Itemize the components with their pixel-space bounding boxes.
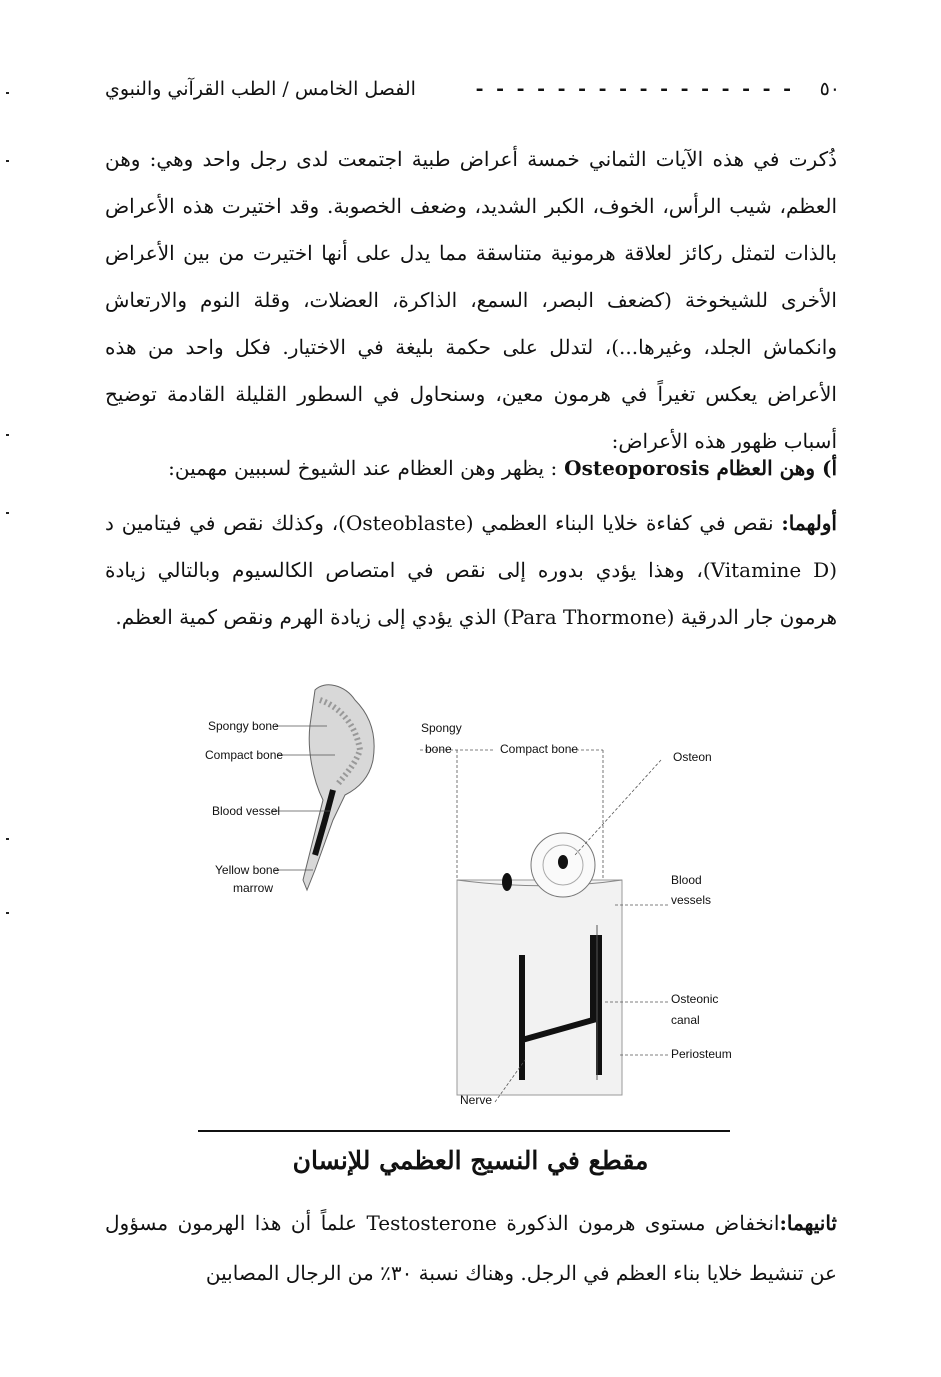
label-blood: Blood <box>671 873 702 887</box>
label-nerve: Nerve <box>460 1093 493 1107</box>
bone-diagram <box>195 680 740 1110</box>
margin-mark <box>6 912 9 914</box>
section-a-text: : يظهر وهن العظام عند الشيوخ لسببين مهمين: <box>168 456 558 480</box>
label-canal: canal <box>671 1013 700 1027</box>
second-reason-lead: ثانيهما: <box>779 1211 837 1235</box>
page-number: ٥٠ <box>819 78 840 100</box>
figure-caption: مقطع في النسيج العظمي للإنسان <box>292 1146 649 1175</box>
section-a-heading <box>105 448 837 488</box>
label-blood-vessel: Blood vessel <box>212 804 281 818</box>
label-spongy-bone: Spongy bone <box>208 719 279 733</box>
header-dashes: - - - - - - - - - - - - - - - - <box>475 78 794 100</box>
caption-rule <box>198 1130 730 1132</box>
margin-mark <box>6 160 9 162</box>
section-a-term: Osteoporosis <box>564 456 710 480</box>
paragraph-second-reason <box>105 1198 837 1298</box>
label-marrow: marrow <box>233 881 274 895</box>
label-vessels: vessels <box>671 893 712 907</box>
margin-mark <box>6 92 9 94</box>
label-compact-bone-right: Compact bone <box>500 742 579 756</box>
margin-mark <box>6 512 9 514</box>
label-compact-bone: Compact bone <box>205 748 284 762</box>
long-bone-illustration <box>303 685 374 890</box>
paragraph-first-reason <box>105 500 837 641</box>
second-reason-text: انخفاض مستوى هرمون الذكورة Testosterone علماً أن هذا الهرمون مسؤول عن تنشيط خلايا بناء العظم في الرجل. وهناك نسبة ٣٠٪ من الرجال المصابين <box>105 1211 837 1285</box>
label-osteon: Osteon <box>673 750 712 764</box>
page-header <box>105 78 840 114</box>
label-yellow-bone: Yellow bone <box>215 863 280 877</box>
margin-mark <box>6 838 9 840</box>
label-spongy: Spongy <box>421 721 462 735</box>
margin-mark <box>6 434 9 436</box>
chapter-title: الفصل الخامس / الطب القرآني والنبوي <box>105 78 416 100</box>
first-reason-lead: أولهما: <box>781 511 837 535</box>
section-a-label: أ) وهن العظام <box>716 456 837 480</box>
label-bone: bone <box>425 742 452 756</box>
label-osteonic: Osteonic <box>671 992 719 1006</box>
bone-cross-section <box>457 833 622 1095</box>
first-reason-text: نقص في كفاءة خلايا البناء العظمي (Osteoblaste)، وكذلك نقص في فيتامين د (Vitamine D)، وهذا يؤدي بدوره إلى نقص في امتصاص الكالسيوم وبالتالي زيادة هرمون جار الدرقية (Para Thormone) الذي يؤدي إلى زيادة الهرم ونقص كمية العظم. <box>105 511 837 629</box>
label-periosteum: Periosteum <box>671 1047 732 1061</box>
paragraph-intro: ذُكرت في هذه الآيات الثماني خمسة أعراض طبية اجتمعت لدى رجل واحد وهي: وهن العظم، شيب الرأس، الخوف، الكبر الشديد، وضعف الخصوبة. وقد اختيرت هذه الأعراض بالذات لتمثل ركائز لعلاقة هرمونية متناسقة مما يدل على أنها اختيرت من بين الأعراض الأخرى للشيخوخة (كضعف البصر، السمع، الذاكرة، العضلات، وقلة النوم والارتعاش وانكماش الجلد، وغيرها...)، لتدلل على حكمة بليغة في الاختيار. فكل واحد من هذه الأعراض يعكس تغيراً في هرمون معين، وسنحاول في السطور القليلة القادمة توضيح أسباب ظهور هذه الأعراض: <box>105 147 837 453</box>
